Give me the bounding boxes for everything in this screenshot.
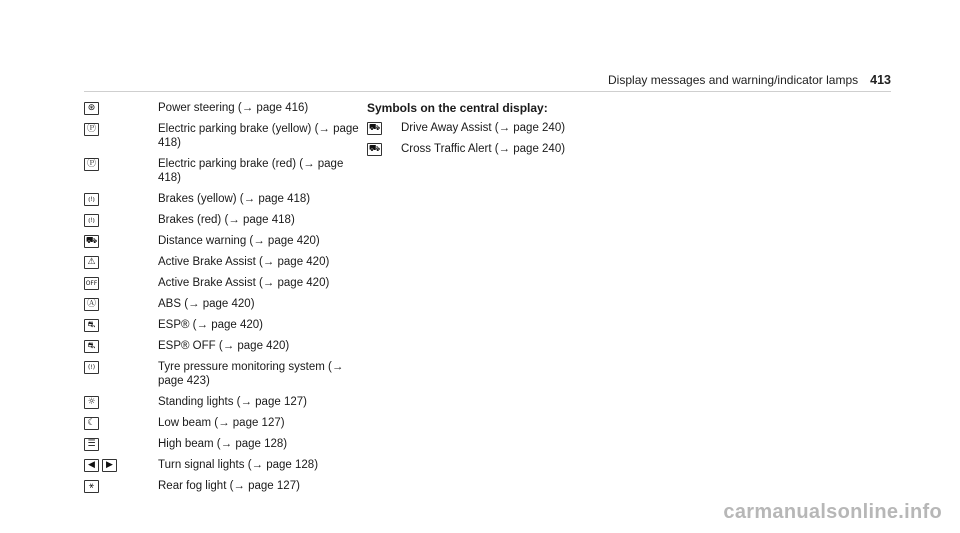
entry-row [84, 157, 364, 185]
entry-text: Brakes (yellow) (→ page 418) [158, 193, 311, 205]
parking-brake-icon: Ⓟ [84, 158, 99, 171]
entry-icons [84, 458, 158, 472]
parking-brake-icon: Ⓟ [84, 123, 99, 136]
left-column [84, 101, 364, 500]
entry-row [84, 395, 364, 409]
entry-icons [84, 416, 158, 430]
page-header-title: Display messages and warning/indicator lamps [608, 73, 859, 87]
brake-icon: ⦅!⦆ [84, 193, 99, 206]
entry-row [84, 255, 364, 269]
entry-icons [84, 255, 158, 269]
entry-icons [367, 121, 401, 135]
entry-icons [367, 142, 401, 156]
active-brake-assist-icon: ⚠ [84, 256, 99, 269]
drive-away-assist-icon: ⛟ [368, 123, 381, 133]
entry-text: Standing lights (→ page 127) [158, 396, 307, 408]
entry-icons [84, 157, 158, 171]
entry-text: Distance warning (→ page 420) [158, 235, 320, 247]
entry-row [84, 297, 364, 311]
section-title: Symbols on the central display: [367, 101, 548, 115]
rear-fog-light-icon: ⚹ [84, 480, 99, 493]
entry-text: Electric parking brake (red) (→ page 418) [158, 158, 344, 184]
power-steering-icon: ⊛ [84, 102, 99, 115]
entry-icons [84, 360, 158, 374]
entry-icons [84, 297, 158, 311]
entry-text: Electric parking brake (yellow) (→ page 418) [158, 123, 359, 149]
cross-traffic-alert-icon: ⛟ [368, 144, 381, 154]
entry-text: Turn signal lights (→ page 128) [158, 459, 319, 471]
entry-text: Active Brake Assist (→ page 420) [158, 256, 330, 268]
turn-left-icon: ◀ [84, 459, 99, 472]
entry-row [84, 101, 364, 115]
entry-text: Cross Traffic Alert (→ page 240) [401, 143, 566, 155]
entry-row [84, 122, 364, 150]
entry-text: ESP® OFF (→ page 420) [158, 340, 290, 352]
entry-row [84, 234, 364, 248]
entry-icons [84, 276, 158, 290]
low-beam-icon: ☾ [84, 417, 99, 430]
entry-row [84, 276, 364, 290]
brake-icon: ⦅!⦆ [84, 214, 99, 227]
page-number: 413 [870, 73, 891, 87]
entry-row [84, 192, 364, 206]
entry-text: ESP® (→ page 420) [158, 319, 263, 331]
entry-text: Low beam (→ page 127) [158, 417, 285, 429]
esp-off-icon: ⛐ [84, 340, 99, 353]
watermark: carmanualsonline.info [723, 501, 942, 523]
entry-row [84, 213, 364, 227]
active-brake-assist-off-icon: OFF [84, 277, 99, 290]
entry-icons [84, 395, 158, 409]
entry-icons [84, 234, 158, 248]
entry-row [84, 339, 364, 353]
right-entries [367, 121, 667, 156]
entry-text: Rear fog light (→ page 127) [158, 480, 300, 492]
entry-row [84, 479, 364, 493]
entry-icons [84, 318, 158, 332]
entry-row [84, 437, 364, 451]
entry-row [367, 142, 667, 156]
turn-right-icon: ▶ [102, 459, 117, 472]
entry-text: ABS (→ page 420) [158, 298, 255, 310]
entry-row [84, 458, 364, 472]
abs-icon: Ⓐ [84, 298, 99, 311]
entry-text: Active Brake Assist (→ page 420) [158, 277, 330, 289]
entry-text: Power steering (→ page 416) [158, 102, 309, 114]
entry-icons [84, 122, 158, 136]
entry-row [84, 318, 364, 332]
page-header [608, 73, 891, 87]
right-column [367, 101, 667, 163]
entry-text: Brakes (red) (→ page 418) [158, 214, 295, 226]
entry-icons [84, 101, 158, 115]
entry-text: High beam (→ page 128) [158, 438, 288, 450]
distance-warning-icon: ⛟ [85, 236, 98, 246]
entry-icons [84, 437, 158, 451]
entry-icons [84, 479, 158, 493]
standing-lights-icon: ☼ [84, 396, 99, 409]
entry-icons [84, 339, 158, 353]
esp-icon: ⛐ [84, 319, 99, 332]
entry-row [84, 416, 364, 430]
high-beam-icon: ☰ [84, 438, 99, 451]
entry-icons [84, 192, 158, 206]
entry-text: Tyre pressure monitoring system (→ page 423) [158, 361, 344, 387]
entry-row [84, 360, 364, 388]
entry-icons [84, 213, 158, 227]
entry-text: Drive Away Assist (→ page 240) [401, 122, 566, 134]
entry-row [367, 121, 667, 135]
header-divider [84, 91, 891, 92]
tyre-pressure-icon: (!) [84, 361, 99, 374]
